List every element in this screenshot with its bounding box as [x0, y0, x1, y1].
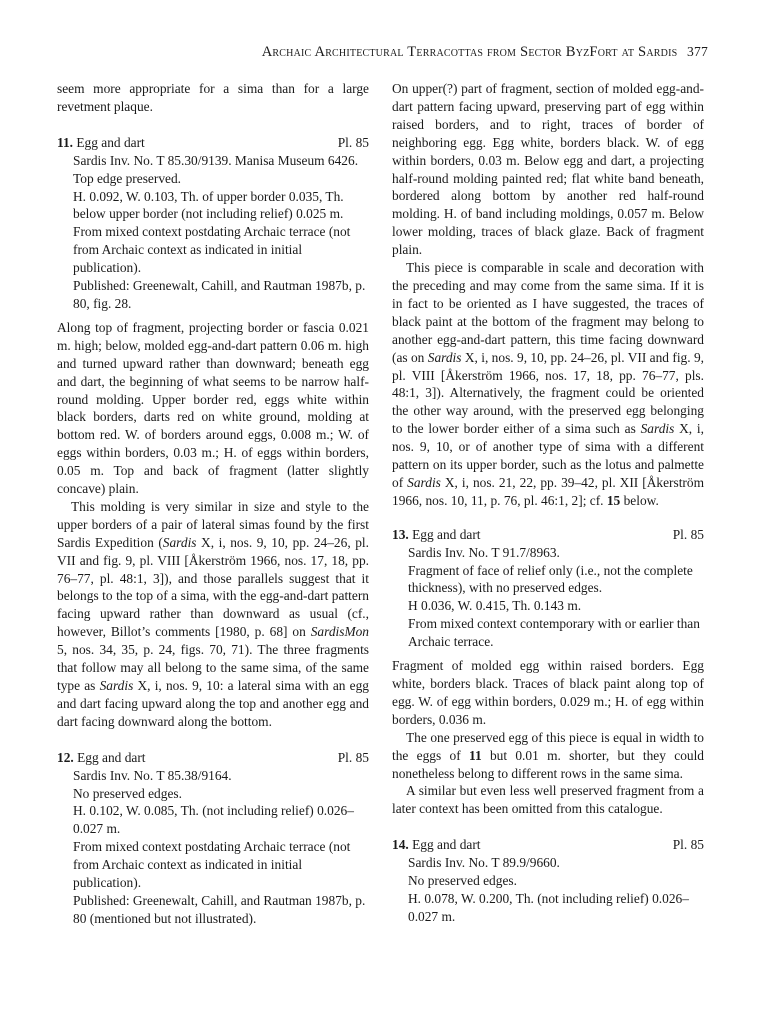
entry-11 [57, 134, 369, 731]
entry-11-description: Along top of fragment, projecting border or fascia 0.021 m. high; below, molded egg-and-dart pattern 0.06 m. high and turned upward rather than downward; beneath egg and dart, the beginning of what seems to be narrow half-round molding. Upper border red, eggs white within black borders, darts red on white ground, molding at bottom red. W. of borders around eggs, 0.008 m.; W. of eggs within borders, 0.03 m.; H. of eggs within borders, 0.05 m. Top and back of fragment (latter slightly concave) plain. [57, 319, 369, 497]
entry-12-context: From mixed context postdating Archaic terrace (not from Archaic context as indicated in initial publication). [73, 839, 351, 891]
running-title: Archaic Architectural Terracottas from Sector ByzFort at Sardis [261, 44, 678, 60]
entry-11-dimensions: H. 0.092, W. 0.103, Th. of upper border 0.035, Th. below upper border (not including relief) 0.025 m. [73, 188, 344, 222]
entry-13-context: From mixed context contemporary with or earlier than Archaic terrace. [408, 616, 700, 650]
entry-14 [392, 836, 704, 926]
entry-14-title: Egg and dart [412, 837, 481, 853]
entry-12-plate: Pl. 85 [337, 749, 369, 765]
entry-12-title: Egg and dart [77, 749, 146, 765]
entry-12-description: On upper(?) part of fragment, section of molded egg-and-dart pattern facing upward, preserving part of egg within raised borders, and to right, traces of border of neighboring egg. Egg white, borders black. W. of egg within borders, 0.03 m. Below egg and dart, a projecting half-round molding painted red; flat white band beneath, bordered along bottom by another red half-round molding. H. of band including moldings, 0.057 m. Below lower molding, traces of black glaze. Back of fragment plain. [392, 81, 704, 258]
entry-11-number: 11. [57, 134, 73, 150]
entry-13-description: Fragment of molded egg within raised borders. Egg white, borders black. Traces of black paint along top of egg. W. of egg within borders, 0.029 m.; H. of egg within borders, 0.036 m. [392, 658, 704, 727]
intro-paragraph: seem more appropriate for a sima than for a large revetment plaque. [57, 81, 369, 114]
entry-12-comparison: This piece is comparable in scale and decoration with the preceding and may come from the same sima. If it is in fact to be oriented as I have suggested, the traces of black paint at the bottom of the fragment may belong to another egg-and-dart pattern, this time facing downward (as on Sardis X, i, nos. 9, 10, pp. 24–26, pl. VII and fig. 9, pl. VIII [Åkerström 1966, nos. 17, 18, pp. 76–77, pls. 48:1, 3]). Alternatively, the fragment could be oriented the other way around, with the preserved egg belonging to the lower border either of a sima such as Sardis X, i, nos. 9, 10, or of another type of sima with a different pattern on its upper border, such as the lotus and palmette of Sardis X, i, nos. 21, 22, pp. 39–42, pl. XII [Åkerström 1966, nos. 10, 11, p. 76, pl. 46:1, 2]; cf. 15 below. [392, 260, 704, 508]
entry-14-condition: No preserved edges. [408, 873, 517, 889]
entry-11-condition: Top edge preserved. [73, 170, 182, 186]
page-number: 377 [687, 44, 708, 59]
entry-14-heading [392, 836, 704, 854]
entry-11-plate: Pl. 85 [337, 134, 369, 150]
entry-11-title: Egg and dart [76, 134, 145, 150]
entry-14-inventory: Sardis Inv. No. T 89.9/9660. [408, 855, 560, 871]
entry-13-heading [392, 526, 704, 544]
entry-12 [57, 749, 369, 928]
entry-11-comparison: This molding is very similar in size and style to the upper borders of a pair of lateral simas found by the first Sardis Expedition (Sardis X, i, nos. 9, 10, pp. 24–26, pl. VII and fig. 9, pl. VIII [Åkerström 1966, nos. 17, 18, pp. 76–77, pl. 48:1, 3]), and those parallels suggest that it belongs to the top of a sima, with the egg-and-dart pattern facing upward rather than downward as usual (cf., however, Billot’s comments [1980, p. 68] on SardisMon 5, nos. 34, 35, p. 24, figs. 70, 71). The three fragments that follow may all belong to the same sima, of the same type as Sardis X, i, nos. 9, 10: a lateral sima with an egg and dart facing upward along the top and another egg and dart facing downward along the bottom. [57, 498, 369, 729]
entry-12-number: 12. [57, 749, 74, 765]
entry-13-comparison: The one preserved egg of this piece is equal in width to the eggs of 11 but 0.01 m. shorter, but they could nonetheless belong to different rows in the same sima. [392, 729, 704, 781]
entry-14-number: 14. [392, 837, 409, 853]
entry-13-number: 13. [392, 526, 409, 542]
right-column [392, 80, 704, 926]
entry-13-note: A similar but even less well preserved fragment from a later context has been omitted from this catalogue. [392, 783, 704, 817]
entry-12-heading [57, 749, 369, 767]
entry-13-inventory: Sardis Inv. No. T 91.7/8963. [408, 544, 560, 560]
entry-11-context: From mixed context postdating Archaic terrace (not from Archaic context as indicated in initial publication). [73, 224, 351, 276]
entry-12-condition: No preserved edges. [73, 785, 182, 801]
entry-13-dimensions: H 0.036, W. 0.415, Th. 0.143 m. [408, 598, 582, 614]
entry-11-inventory: Sardis Inv. No. T 85.30/9139. Manisa Museum 6426. [73, 152, 359, 168]
entry-13-condition: Fragment of face of relief only (i.e., not the complete thickness), with no preserved edges. [408, 562, 693, 596]
entry-12-published: Published: Greenewalt, Cahill, and Rautman 1987b, p. 80 (mentioned but not illustrated). [73, 892, 366, 926]
entry-12-dimensions: H. 0.102, W. 0.085, Th. (not including relief) 0.026–0.027 m. [73, 803, 354, 837]
entry-13-title: Egg and dart [412, 526, 481, 542]
entry-11-published: Published: Greenewalt, Cahill, and Rautman 1987b, p. 80, fig. 28. [73, 278, 366, 311]
entry-14-dimensions: H. 0.078, W. 0.200, Th. (not including relief) 0.026–0.027 m. [408, 890, 689, 924]
entry-14-plate: Pl. 85 [672, 837, 704, 853]
entry-13 [392, 526, 704, 819]
left-column [57, 80, 369, 928]
entry-11-heading [57, 134, 369, 152]
entry-12-inventory: Sardis Inv. No. T 85.38/9164. [73, 767, 232, 783]
entry-13-plate: Pl. 85 [672, 526, 704, 542]
running-header [60, 44, 708, 61]
